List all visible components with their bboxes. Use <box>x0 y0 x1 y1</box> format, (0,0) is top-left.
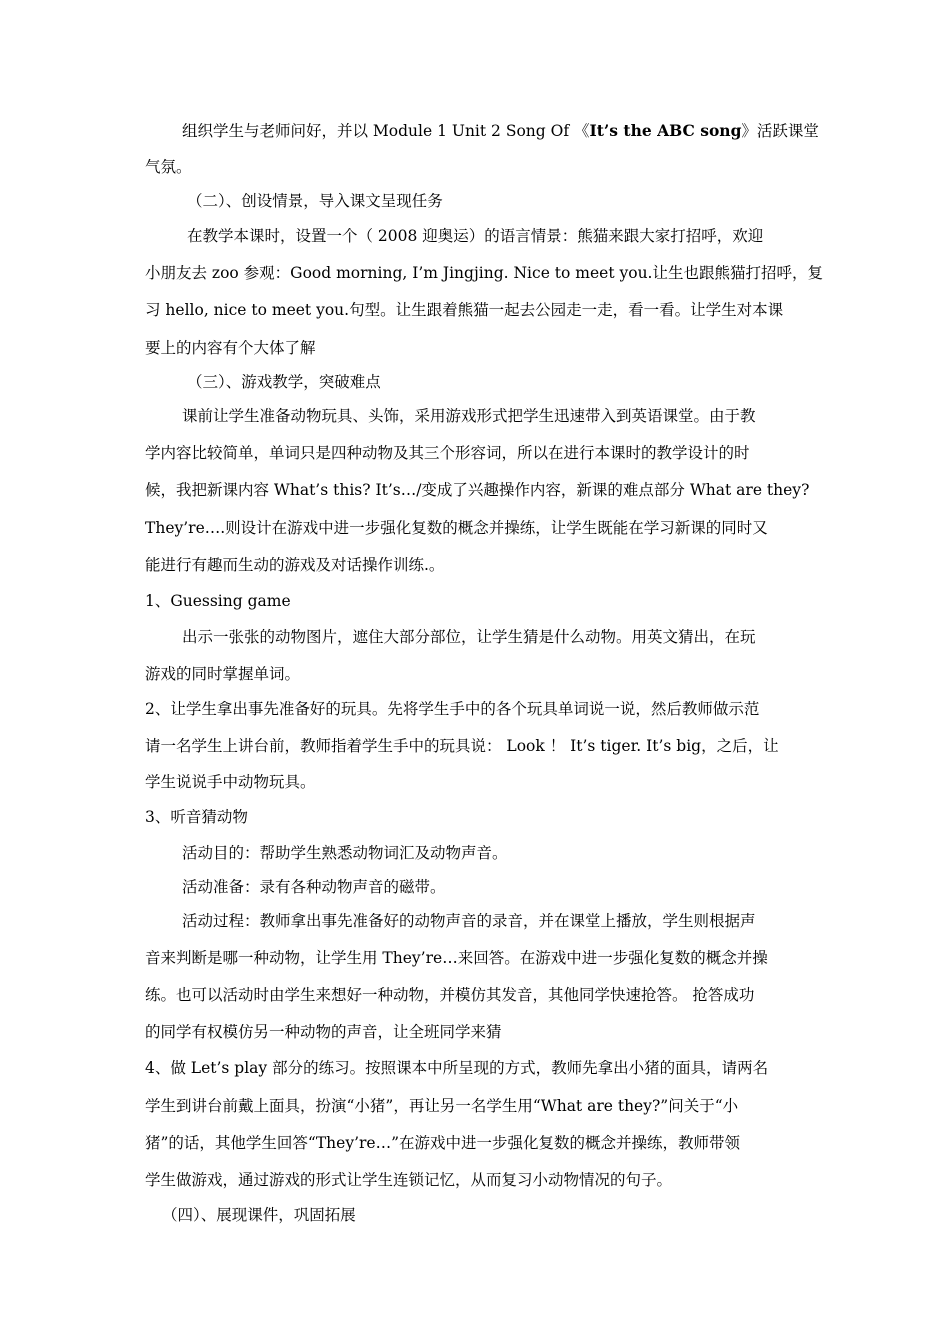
text-line: 请一名学生上讲台前，教师指着学生手中的玩具说： Look ！ It’s tiger. It’s big，之后，让 <box>145 737 779 755</box>
text-line: 能进行有趣而生动的游戏及对话操作训练.。 <box>145 556 445 574</box>
text-line: 活动过程：教师拿出事先准备好的动物声音的录音，并在课堂上播放，学生则根据声 <box>182 912 756 930</box>
text-line: 习 hello, nice to meet you.句型。让生跟着熊猫一起去公园走一走，看一看。让学生对本课 <box>145 301 784 319</box>
section-heading: （四）、展现课件，巩固拓展 <box>162 1206 356 1224</box>
song-title: It’s the ABC song <box>589 121 742 140</box>
text-line: They’re….则设计在游戏中进一步强化复数的概念并操练，让学生既能在学习新课的同时又 <box>145 519 768 537</box>
text-line: 猪”的话，其他学生回答“They’re…”在游戏中进一步强化复数的概念并操练，教师带领 <box>145 1134 741 1152</box>
text-line: 要上的内容有个大体了解 <box>145 339 316 357</box>
text-line: 的同学有权模仿另一种动物的声音，让全班同学来猜 <box>145 1023 502 1041</box>
list-item-heading: 1、Guessing game <box>145 592 291 610</box>
text-line: 游戏的同时掌握单词。 <box>145 665 301 683</box>
text-line: 学生到讲台前戴上面具，扮演“小猪”，再让另一名学生用“What are they?”问关于“小 <box>145 1097 739 1115</box>
section-heading: （二）、创设情景，导入课文呈现任务 <box>187 192 443 210</box>
list-item-heading: 4、做 Let’s play 部分的练习。按照课本中所呈现的方式，教师先拿出小猪的面具，请两名 <box>145 1059 769 1077</box>
text-line: 活动目的：帮助学生熟悉动物词汇及动物声音。 <box>182 844 508 862</box>
text-line: 在教学本课时，设置一个（ 2008 迎奥运）的语言情景：熊猫来跟大家打招呼，欢迎 <box>187 227 764 245</box>
text-line: 练。也可以活动时由学生来想好一种动物，并模仿其发音，其他同学快速抢答。 抢答成功 <box>145 986 755 1004</box>
list-item-heading: 2、让学生拿出事先准备好的玩具。先将学生手中的各个玩具单词说一说，然后教师做示范 <box>145 700 760 718</box>
text-line: 小朋友去 zoo 参观：Good morning, I’m Jingjing. Nice to meet you.让生也跟熊猫打招呼，复 <box>145 264 823 282</box>
text-line: 候，我把新课内容 What’s this? It’s…/变成了兴趣操作内容，新课的难点部分 What are they? <box>145 481 810 499</box>
text-line: 学内容比较简单，单词只是四种动物及其三个形容词，所以在进行本课时的教学设计的时 <box>145 444 750 462</box>
text-line: 活动准备：录有各种动物声音的磁带。 <box>182 878 446 896</box>
section-heading: （三）、游戏教学，突破难点 <box>187 373 381 391</box>
text-line: 气氛。 <box>145 158 192 176</box>
text-line: 组织学生与老师问好，并以 Module 1 Unit 2 Song Of 《It’s the ABC song》活跃课堂 <box>182 121 819 140</box>
text-line: 学生说说手中动物玩具。 <box>145 773 316 791</box>
text-line: 学生做游戏，通过游戏的形式让学生连锁记忆，从而复习小动物情况的句子。 <box>145 1171 673 1189</box>
text-line: 音来判断是哪一种动物，让学生用 They’re…来回答。在游戏中进一步强化复数的概念并操 <box>145 949 768 967</box>
text-line: 出示一张张的动物图片，遮住大部分部位，让学生猜是什么动物。用英文猜出，在玩 <box>182 628 756 646</box>
list-item-heading: 3、听音猜动物 <box>145 808 248 826</box>
text-line: 课前让学生准备动物玩具、头饰，采用游戏形式把学生迅速带入到英语课堂。由于教 <box>182 407 756 425</box>
